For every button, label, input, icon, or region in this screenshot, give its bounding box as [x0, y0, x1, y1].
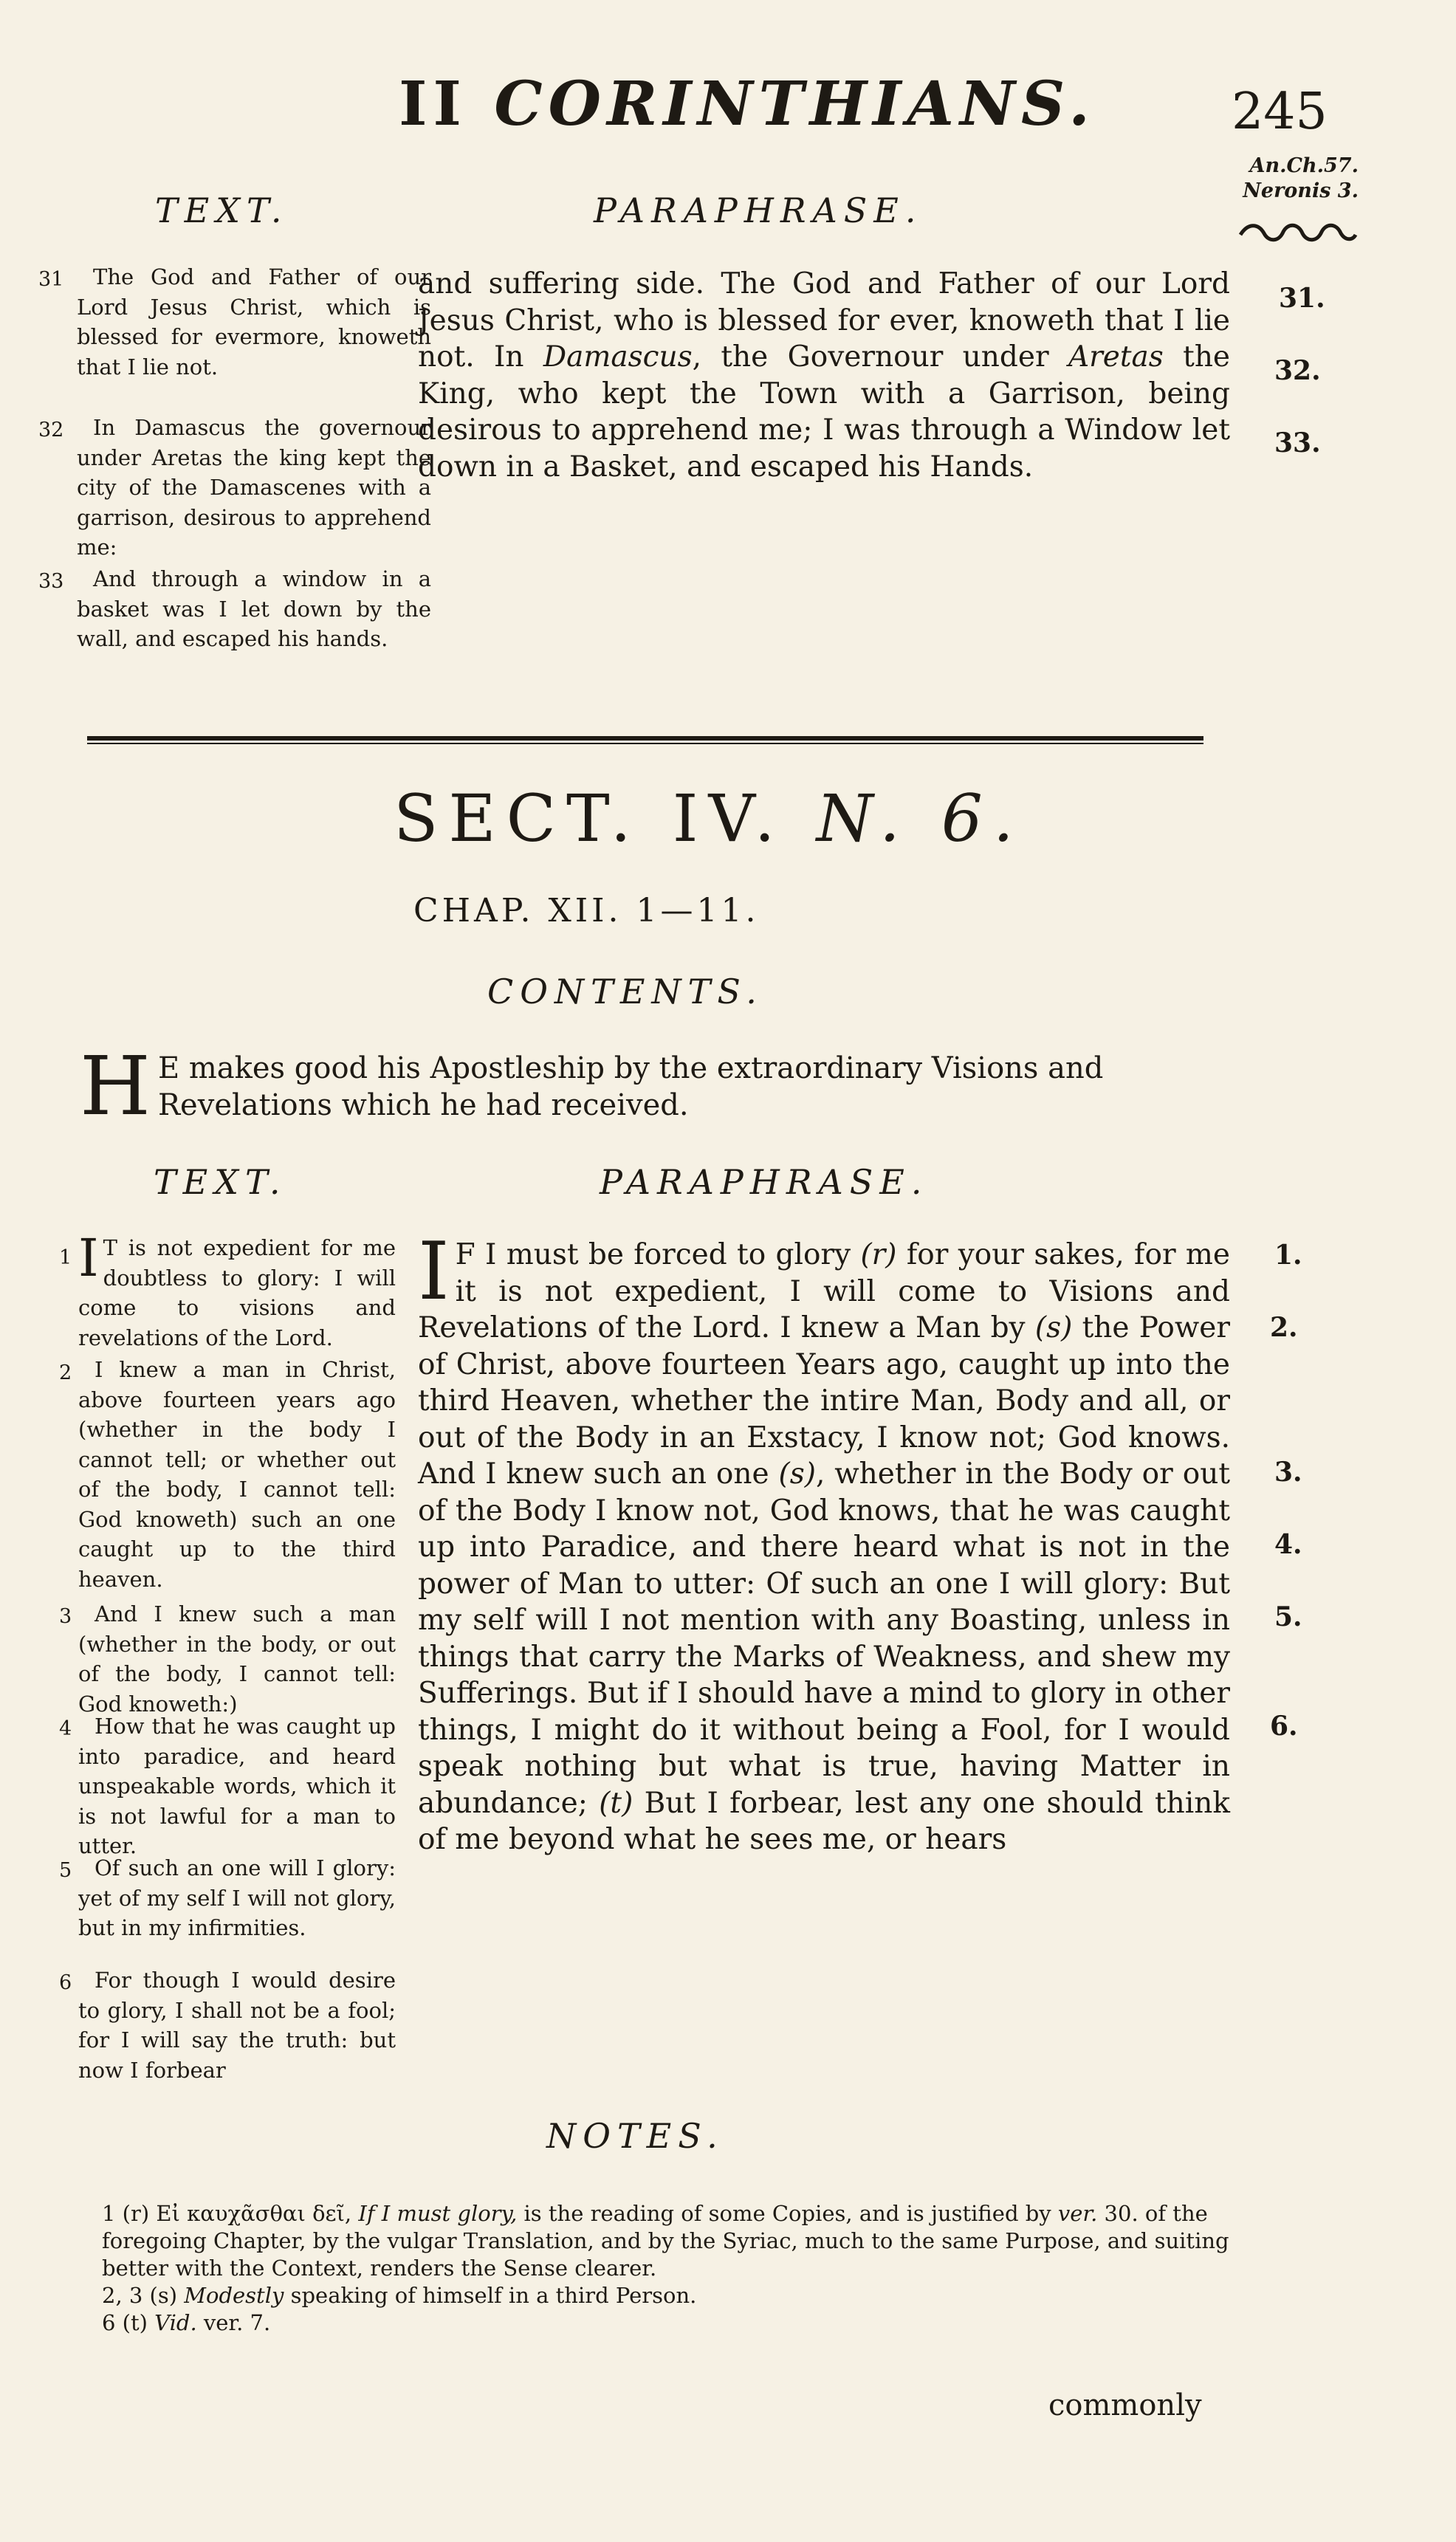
section-divider: [87, 736, 1203, 741]
contents-summary: [80, 1039, 1232, 1133]
place-name: Damascus: [543, 340, 693, 374]
margin-verse-number: 31.: [1279, 283, 1325, 314]
section-divider-thin: [87, 743, 1203, 744]
verse-text: Of such an one will I glory: yet of my self I will not glory, but in my infirmities.: [78, 1855, 396, 1940]
notes-body: [102, 2200, 1254, 2337]
note-text: is the reading of some Copies, and is justified by: [517, 2201, 1058, 2226]
note-reference: (t): [599, 1786, 633, 1820]
text-heading: TEXT.: [154, 1162, 287, 1202]
section-number: SECT. IV.: [394, 780, 786, 856]
page-number: 245: [1232, 83, 1328, 141]
note-1: [102, 2200, 1254, 2282]
margin-verse-number: 32.: [1274, 355, 1321, 386]
verse-number: 2: [59, 1361, 72, 1384]
text-verse-33: [77, 564, 431, 654]
verse-text: The God and Father of our Lord Jesus Christ, which is blessed for evermore, knoweth that I lie not.: [77, 264, 431, 379]
note-text: 30. of the foregoing Chapter, by the vulgar Translation, and by the Syriac, much to the same Purpose, and suiting better with the Context, renders the Sense clearer.: [102, 2201, 1229, 2281]
paraphrase-heading-top: PARAPHRASE.: [594, 190, 923, 230]
text-verse-5: [78, 1853, 396, 1943]
text-verse-6: [78, 1965, 396, 2085]
text-heading-top: TEXT.: [155, 190, 289, 230]
margin-verse-number: 2.: [1270, 1312, 1298, 1343]
paraphrase-text: the King, who kept the Town with a Garrison, being desirous to apprehend me; I was through a Window let down in a Basket, and escaped his Hands.: [418, 340, 1231, 484]
margin-verse-number: 33.: [1274, 427, 1321, 458]
drop-cap: I: [418, 1226, 450, 1318]
text-verse-31: [77, 262, 431, 382]
note-ref: 1 (r): [102, 2201, 150, 2226]
note-italic: ver.: [1057, 2201, 1098, 2226]
verse-text: And I knew such a man (whether in the body, or out of the body, I cannot tell: God knoweth:): [78, 1601, 396, 1717]
regnal-year: [1226, 154, 1359, 204]
paraphrase-text: F I must be forced to glory: [455, 1238, 861, 1271]
verse-text: T is not expedient for me doubtless to glory: I will come to visions and revelations of the Lord.: [78, 1235, 396, 1350]
flourish-ornament: [1237, 219, 1359, 251]
drop-cap: I: [78, 1228, 99, 1288]
verse-number: 1: [59, 1246, 72, 1269]
paraphrase-top: [418, 266, 1230, 485]
verse-text: How that he was caught up into paradice, and heard unspeakable words, which it is not lawful for a man to utter.: [78, 1714, 396, 1858]
margin-verse-number: 1.: [1274, 1240, 1302, 1271]
verse-number: 32: [38, 419, 64, 442]
regnal-year-christ: An.Ch.57.: [1249, 154, 1359, 177]
note-italic: If I must glory,: [358, 2201, 518, 2226]
contents-heading: CONTENTS.: [487, 972, 763, 1011]
title-name: CORINTHIANS.: [494, 69, 1096, 140]
text-verse-32: [77, 413, 431, 563]
paraphrase-main: [418, 1226, 1230, 1858]
note-reference: (s): [778, 1457, 816, 1491]
regnal-year-nero: Neronis 3.: [1243, 179, 1359, 202]
verse-text: For though I would desire to glory, I shall not be a fool; for I will say the truth: but now I forbear: [78, 1968, 396, 2083]
text-verse-3: [78, 1599, 396, 1719]
verse-text: In Damascus the governour under Aretas the king kept the city of the Damascenes with a garrison, desirous to apprehend me:: [77, 415, 431, 560]
paraphrase-text: and suffering side. The God and Father of our Lord Jesus Christ, who is blessed for ever, knoweth that I lie not. In: [418, 267, 1230, 374]
drop-cap: H: [80, 1039, 151, 1133]
verse-text: And through a window in a basket was I let down by the wall, and escaped his hands.: [77, 566, 431, 651]
margin-verse-number: 4.: [1274, 1529, 1302, 1560]
verse-number: 5: [59, 1859, 72, 1882]
note-reference: (r): [860, 1238, 897, 1271]
greek-text: Εἰ καυχᾶσθαι δεῖ,: [156, 2201, 352, 2226]
paraphrase-heading: PARAPHRASE.: [600, 1162, 929, 1202]
note-text: speaking of himself in a third Person.: [284, 2283, 697, 2308]
note-text: ver. 7.: [196, 2310, 271, 2335]
section-heading: [340, 780, 1078, 856]
note-italic: Vid.: [154, 2310, 197, 2335]
contents-text: E makes good his Apostleship by the extraordinary Visions and Revelations which he had received.: [157, 1051, 1104, 1122]
verse-number: 6: [59, 1971, 72, 1994]
margin-verse-number: 6.: [1270, 1711, 1298, 1742]
verse-number: 3: [59, 1605, 72, 1628]
verse-number: 31: [38, 268, 64, 291]
text-verse-2: [78, 1355, 396, 1594]
margin-verse-number: 5.: [1274, 1601, 1302, 1632]
note-ref: 6 (t): [102, 2310, 148, 2335]
running-title: [341, 69, 1153, 140]
note-ref: 2, 3 (s): [102, 2283, 178, 2308]
paraphrase-text: , the Governour under: [692, 340, 1068, 374]
title-book: II: [399, 69, 467, 140]
notes-heading: NOTES.: [546, 2116, 724, 2156]
text-verse-4: [78, 1711, 396, 1861]
note-italic: Modestly: [184, 2283, 284, 2308]
person-name: Aretas: [1068, 340, 1164, 374]
text-verse-1: [78, 1228, 396, 1353]
note-reference: (s): [1034, 1311, 1073, 1344]
catchword: commonly: [1048, 2388, 1202, 2422]
paraphrase-text: the Power of Christ, above fourteen Years ago, caught up into the third Heaven, whether the intire Man, Body and all, or out of the Body in an Exstacy, I know not; God knows. And I knew such an one: [418, 1311, 1230, 1491]
chapter-heading: CHAP. XII. 1—11.: [413, 892, 760, 930]
note-2: [102, 2282, 1254, 2309]
verse-text: I knew a man in Christ, above fourteen years ago (whether in the body I cannot tell; or whether out of the body, I cannot tell: God knoweth) such an one caught up to the third heaven.: [78, 1357, 396, 1592]
margin-verse-number: 3.: [1274, 1457, 1302, 1488]
section-n-number: N. 6.: [816, 780, 1024, 856]
paraphrase-text: for your sakes, for me it is not expedient, I will come to Visions and Revelations of the Lord. I knew a Man by: [418, 1238, 1230, 1344]
note-3: [102, 2309, 1254, 2337]
verse-number: 4: [59, 1717, 72, 1740]
paraphrase-text: But I forbear, lest any one should think of me beyond what he sees me, or hears: [418, 1786, 1230, 1856]
paraphrase-text: , whether in the Body or out of the Body I know not, God knows, that he was caught up into Paradice, and there heard what is not in the power of Man to utter: Of such an one I will glory: But my self will I not mention with any Boasting, unless in things that carry the Marks of Weakness, and shew my Sufferings. But if I should have a mind to glory in other things, I might do it without being a Fool, for I would speak nothing but what is true, having Matter in abundance;: [418, 1457, 1230, 1820]
verse-number: 33: [38, 570, 64, 593]
